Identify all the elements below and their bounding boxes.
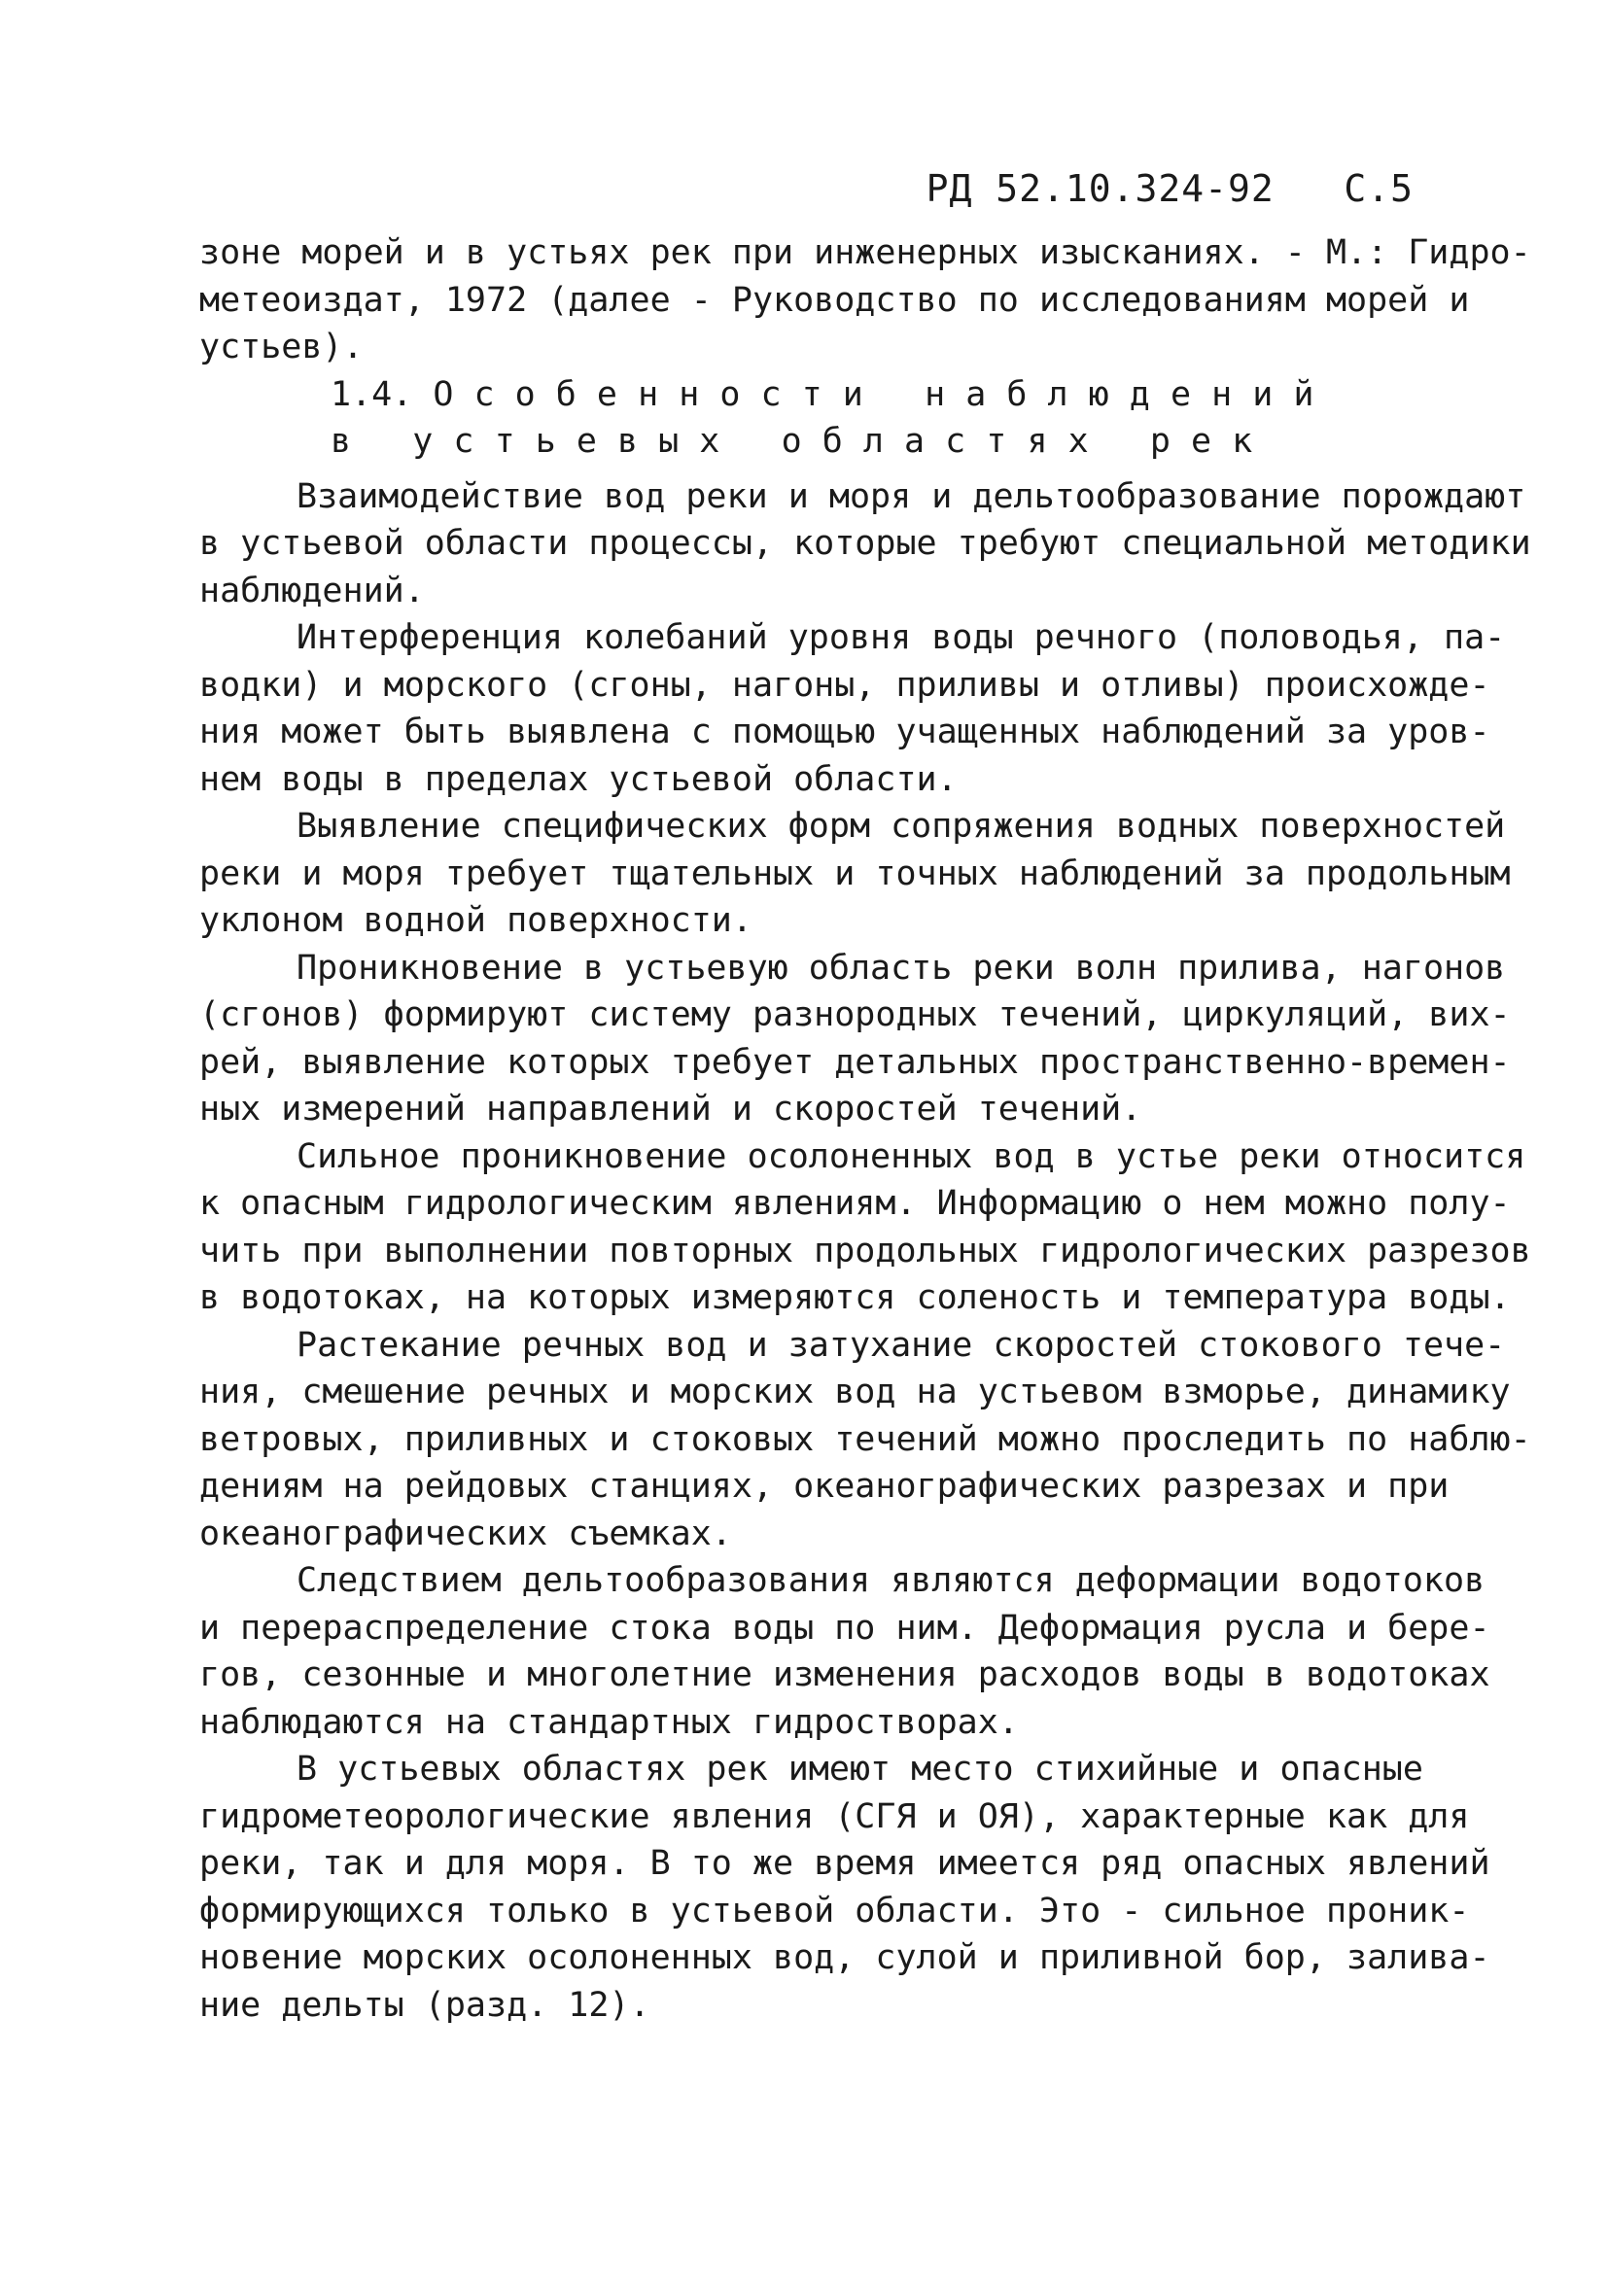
text-line: Сильное проникновение осолоненных вод в устье реки относится — [297, 1136, 1526, 1176]
text-line: Выявление специфических форм сопряжения водных поверхностей — [297, 807, 1506, 846]
section-heading — [199, 371, 1439, 466]
paragraph — [199, 473, 1531, 615]
section-heading-line-2: в у с т ь е в ы х о б л а с т я х р е к — [331, 422, 1253, 461]
text-line: Растекание речных вод и затухание скоростей стокового тече- — [297, 1325, 1506, 1365]
text-line: уклоном водной поверхности. — [199, 901, 752, 940]
text-line: ветровых, приливных и стоковых течений можно проследить по наблю- — [199, 1419, 1531, 1459]
text-line: ния, смешение речных и морских вод на устьевом взморье, динамику — [199, 1373, 1511, 1411]
intro-text — [199, 229, 1531, 371]
text-line: дениям на рейдовых станциях, океанографических разрезах и при — [199, 1467, 1450, 1506]
text-line: водки) и морского (сгоны, нагоны, приливы и отливы) происхожде- — [199, 665, 1490, 705]
text-line: в водотоках, на которых измеряются соленость и температура воды. — [199, 1278, 1511, 1317]
text-line: Проникновение в устьевую область реки волн прилива, нагонов — [297, 948, 1506, 988]
document-body — [199, 229, 1531, 2029]
text-line: гидрометеорологические явления (СГЯ и ОЯ), характерные как для — [199, 1796, 1470, 1836]
document-reference-header: РД 52.10.324-92 С.5 — [926, 167, 1414, 210]
text-line: формирующихся только в устьевой области. Это - сильное проник- — [199, 1891, 1470, 1931]
text-line: и перераспределение стока воды по ним. Деформация русла и бере- — [199, 1608, 1490, 1648]
text-line: (сгонов) формируют систему разнородных течений, циркуляций, вих- — [199, 995, 1511, 1034]
paragraph — [199, 1746, 1490, 2029]
text-line: новение морских осолоненных вод, сулой и приливной бор, залива- — [199, 1938, 1490, 1977]
text-line: устьев). — [199, 328, 364, 366]
text-line: ния может быть выявлена с помощью учащенных наблюдений за уров- — [199, 713, 1490, 751]
text-line: к опасным гидрологическим явлениям. Информацию о нем можно полу- — [199, 1184, 1511, 1223]
text-line: океанографических съемках. — [199, 1513, 732, 1553]
text-line: Взаимодействие вод реки и моря и дельтообразование порождают — [297, 476, 1526, 516]
paragraph — [199, 945, 1511, 1133]
paragraph — [199, 1133, 1531, 1322]
text-line: рей, выявление которых требует детальных пространственно-времен- — [199, 1042, 1511, 1082]
text-line: реки и моря требует тщательных и точных наблюдений за продольным — [199, 853, 1511, 893]
text-line: в устьевой области процессы, которые требуют специальной методики — [199, 524, 1531, 563]
section-heading-line-1: 1.4. О с о б е н н о с т и н а б л ю д е н и й — [331, 374, 1314, 414]
paragraph — [199, 614, 1506, 803]
text-line: ных измерений направлений и скоростей течений. — [199, 1090, 1142, 1129]
text-line: наблюдений. — [199, 571, 425, 610]
text-line: Следствием дельтообразования являются деформации водотоков — [297, 1561, 1486, 1600]
text-line: В устьевых областях рек имеют место стихийные и опасные — [297, 1750, 1423, 1789]
text-line: наблюдаются на стандартных гидростворах. — [199, 1702, 1019, 1742]
text-line: реки, так и для моря. В то же время имеется ряд опасных явлений — [199, 1844, 1490, 1883]
text-line: Интерференция колебаний уровня воды речного (половодья, па- — [297, 618, 1506, 657]
text-line: нем воды в пределах устьевой области. — [199, 759, 958, 799]
text-line: ние дельты (разд. 12). — [199, 1985, 650, 2025]
text-line: метеоиздат, 1972 (далее - Руководство по исследованиям морей и — [199, 280, 1470, 320]
paragraph — [199, 1322, 1531, 1558]
text-line: гов, сезонные и многолетние изменения расходов воды в водотоках — [199, 1655, 1490, 1694]
paragraph — [199, 803, 1511, 945]
text-line: зоне морей и в устьях рек при инженерных изысканиях. - М.: Гидро- — [199, 233, 1531, 272]
text-line: чить при выполнении повторных продольных гидрологических разрезов — [199, 1231, 1531, 1270]
paragraph — [199, 1557, 1490, 1746]
